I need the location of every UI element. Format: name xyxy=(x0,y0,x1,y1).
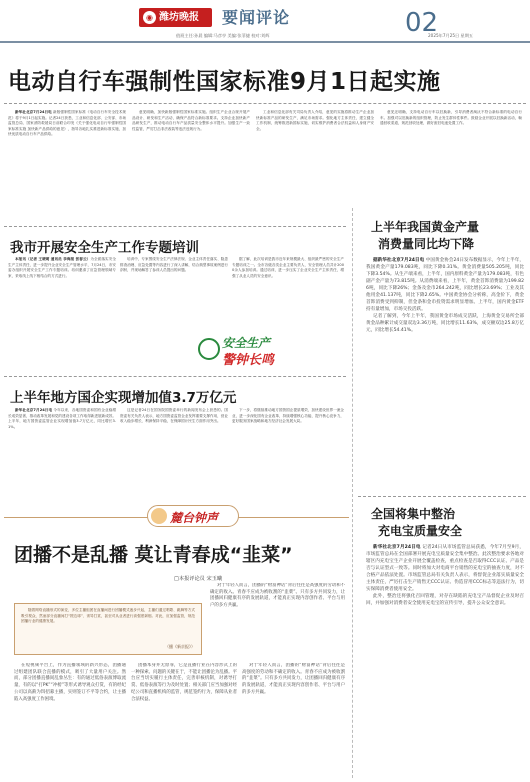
paper-logo-icon: ◉ xyxy=(143,11,156,24)
story2-column-1: 本报讯（记者 王晓萌 通讯员 李海朋 张春云）为全面落实安全生产主体责任，进一步提升企业安全生产管理水平，7月24日，市安委办组织开展安全生产工作专题培训。培训邀请了应急管理领域专家，采取线上线下相结合的方式进行。 xyxy=(8,257,116,278)
opinion-column-4: 对于年轻人而言，团播的“财富神话”背后往往是高强度的劳动和不确定的收入。青春不应成为被收割的“韭菜”。只有多方共同发力，让团播回归健康有序的发展轨道，才能真正实现内容创作者、平台与用户的多方共赢。 xyxy=(242,663,345,695)
lead-column-2: 意见明确，加快新版强制性国家标准实施。组织生产企业合规开展产品设计、研发和生产活动，确保产品符合新标准要求。支持企业加快新产品研发生产，推动电动自行车产品质量安全整体水平提升。加强生产一致性监管，严厉打击非法改装等违法违规行为。 xyxy=(132,110,250,131)
bell-icon xyxy=(151,508,167,524)
story3-column-1: 新华社北京7月24日电 今年以来，各地国资委和国有企业稳增长成效显著，推动改革发展和党的建设各项工作取得新进展新成效。上半年，地方国资委监管企业实现增加值3.7万亿元，同比增长3.1%。 xyxy=(8,408,116,429)
shield-icon xyxy=(198,338,220,360)
section-title: 要闻评论 xyxy=(222,8,291,27)
opinion-column-badge xyxy=(147,505,239,527)
story2-column-3: 据了解，此次培训是我市近年来规模最大、组织最严密的安全生产专题培训之一。全市各级各类企业主要负责人、安全管理人员共计2000余人参加培训。通过培训，进一步压实了企业安全生产主体责任，增强了从业人员的安全意识。 xyxy=(232,257,344,278)
story3-headline: 上半年地方国企实现增加值3.7万亿元 xyxy=(10,390,237,406)
paper-logo xyxy=(139,8,212,27)
masthead xyxy=(0,0,530,52)
charging-body: 新华社北京7月24日电 记者24日从市场监管总局获悉，今年7月至9月，市场监管总局在全国部署开展充电宝质量安全集中整治。此次整治要求各地对辖区内充电宝生产企业开展全覆盖检查，重点检查是否取得CCC认证、产品是否与认证型式一致等。同时将加大对电商平台销售的充电宝的抽查力度，对不合格产品依法处置。市场监管总局有关负责人表示，将督促企业落实质量安全主体责任，严厉打击生产销售无CCC认证、伪造冒用CCC标志等违法行为，切实保障消费者使用安全。 此外，整治还将强化召回管理，对存在缺陷的充电宝产品督促企业及时召回，并加强对消费者安全使用充电宝的宣传引导，提升公众安全意识。 xyxy=(366,545,524,606)
safety-banner-line2: 警钟长鸣 xyxy=(222,353,275,368)
opinion-byline: □本报评论员 宋玉曦 xyxy=(174,576,223,582)
gold-headline-line2: 消费量同比均下降 xyxy=(378,237,475,251)
gold-body: 据新华社北京7月24日电 中国黄金协会24日发布数据显示，今年上半年，我国黄金产量179.083吨，同比下降0.31%。黄金消费量505.205吨，同比下降3.54%。从生产端来看，上半年，国内原料黄金产量为179.083吨，有色副产金产量为73.815吨。从消费端来看，上半年，黄金首饰消费量为199.826吨，同比下降26%；金条及金币264.242吨，同比增长23.69%；工业及其他用金41.137吨，同比下降2.65%。中国黄金协会分析称，高金价下，黄金首饰消费受到抑制，但金条和金币投资需求明显增加。上半年，国内黄金ETF持有量增加，市场交投活跃。 记者了解到，今年上半年，我国黄金市场成交活跃，上海黄金交易所全部黄金品种累计成交量双边3.36万吨，同比增长11.63%，成交额双边25.8万亿元，同比增长54.41%。 xyxy=(366,258,524,333)
charging-headline-line1: 全国将集中整治 xyxy=(371,507,456,521)
charging-dateline: 新华社北京7月24日电 xyxy=(373,545,421,550)
paper-name: 潍坊晚报 xyxy=(159,12,199,23)
opinion-column-3: 对于年轻人而言，团播的“财富神话”背后往往是高强度的劳动和不确定的收入。青春不应成为被收割的“韭菜”。只有多方共同发力，让团播回归健康有序的发展轨道，才能真正实现内容创作者、平台与用户的多方共赢。 xyxy=(210,583,345,609)
story2-headline: 我市开展安全生产工作专题培训 xyxy=(10,240,199,256)
opinion-column-2: 团播本身并无原罪，它是直播行业在内容形式上的一种探索。问题的关键在于，不能让团播沦为乱播。平台应当切实履行主体责任，完善审核机制，对诱导打赏、低俗表演等行为及时处置；相关部门应当加强对经纪公司和直播机构的监管，规范签约行为，保障从业者合法权益。 xyxy=(131,663,237,702)
lead-column-4: 意见还明确，支持电动自行车以旧换新，引导消费者淘汰不符合新标准的电动自行车。加强对以旧换新的组织管理，防止发生群体性事件。鼓励企业开展以旧换新活动，畅通回收渠道，规范回收处理，做好废旧电池处置工作。 xyxy=(380,110,522,126)
safety-banner-line1: 安全生产 xyxy=(222,336,271,350)
masthead-rule xyxy=(0,41,530,43)
column-divider xyxy=(352,208,353,778)
opinion-quote-box xyxy=(14,603,202,655)
opinion-column-name: 麓台钟声 xyxy=(170,511,219,525)
story3-dateline: 新华社北京7月24日电 xyxy=(15,408,53,412)
opinion-column-1: 在短视频平台上，作为直播领域的新兴形态，团播通过组建团队联合直播的模式，吸引了大量用户关注。然而，部分团播直播间乱象丛生：有的通过低俗表演博取流量，有的以“打PK”“冲榜”等形式诱导观众打赏，有的经纪公司以高薪为饵招募主播，实则签订不平等合约，让主播陷入高强度工作困境。 xyxy=(14,663,126,702)
opinion-headline: 团播不是乱播 莫让青春成“韭菜” xyxy=(14,544,293,566)
lead-column-1: 新华社北京7月24日电 新版强制性国家标准《电动自行车安全技术规范》将于9月1日起实施。记者24日获悉，工业和信息化部、公安部、市场监管总局、国家消防救援局日前联合印发《关于强化电动自行车强制性国家标准实施 加快新产品供给的意见》，指导各地扎实推进新标准实施，加快优质电动自行车产品供给。 xyxy=(8,110,126,137)
page-number: 02 xyxy=(405,8,439,38)
divider xyxy=(358,496,526,497)
gold-dateline: 据新华社北京7月24日电 xyxy=(373,258,425,263)
divider xyxy=(4,376,346,377)
divider xyxy=(4,103,526,104)
editor-credits: 值班主任:孙晨 编辑:马彦亭 美编:张菲捷 校对:刘辉 xyxy=(176,33,270,38)
divider xyxy=(4,226,346,227)
charging-headline-line2: 充电宝质量安全 xyxy=(378,524,463,538)
lead-headline: 电动自行车强制性国家标准9月1日起实施 xyxy=(8,69,441,95)
issue-date: 2025年7月25日 星期五 xyxy=(428,33,474,38)
opinion-quote-source: （播《新京报》） xyxy=(165,644,195,649)
lead-column-3: 工业和信息化部有关司局负责人介绍，意见的实施将推动生产企业加快新标准产品的研发生产，满足市场需求。强化地方主体责任，建立健全工作机制，统筹推进新国标实施，切实维护消费者合法权益和人身财产安全。 xyxy=(256,110,374,131)
safety-banner xyxy=(196,332,336,368)
story2-column-2: 培训中，专家围绕安全生产法律法规、企业主体责任落实、隐患排查治理、应急处置等内容进行了深入讲解，结合典型事故案例进行剖析，并现场解答了参训人员提出的问题。 xyxy=(120,257,228,273)
lead-dateline: 新华社北京7月24日电 xyxy=(15,110,52,114)
opinion-quote: 随着网络直播形式的演变，多位主播组团在直播间进行团播模式逐步兴起，主播们通过唱歌、跳舞等方式吸引观众，然而部分直播间打“擦边球”、诱导打赏，甚至对从业者进行高强度剥削。对此，应加强监管，规范团播行业的健康发展。 xyxy=(21,608,195,624)
story2-byline: 本报讯（记者 王晓萌 通讯员 李海朋 张春云） xyxy=(15,257,91,261)
gold-headline-line1: 上半年我国黄金产量 xyxy=(371,220,480,234)
story3-column-2: 这是记者24日在国务院国资委举行的新闻发布会上获悉的。国资委有关负责人表示，地方国资委监管企业发挥重要支撑作用，营业收入稳步增长，利润保持平稳，在保障国计民生方面作用突出。 xyxy=(120,408,228,424)
story3-column-3: 下一步，将继续推动地方国资国企提质增效，加快建设世界一流企业，进一步深化国有企业改革，持续增强核心功能、提升核心竞争力，更好服务国家战略和地方经济社会发展大局。 xyxy=(232,408,344,424)
